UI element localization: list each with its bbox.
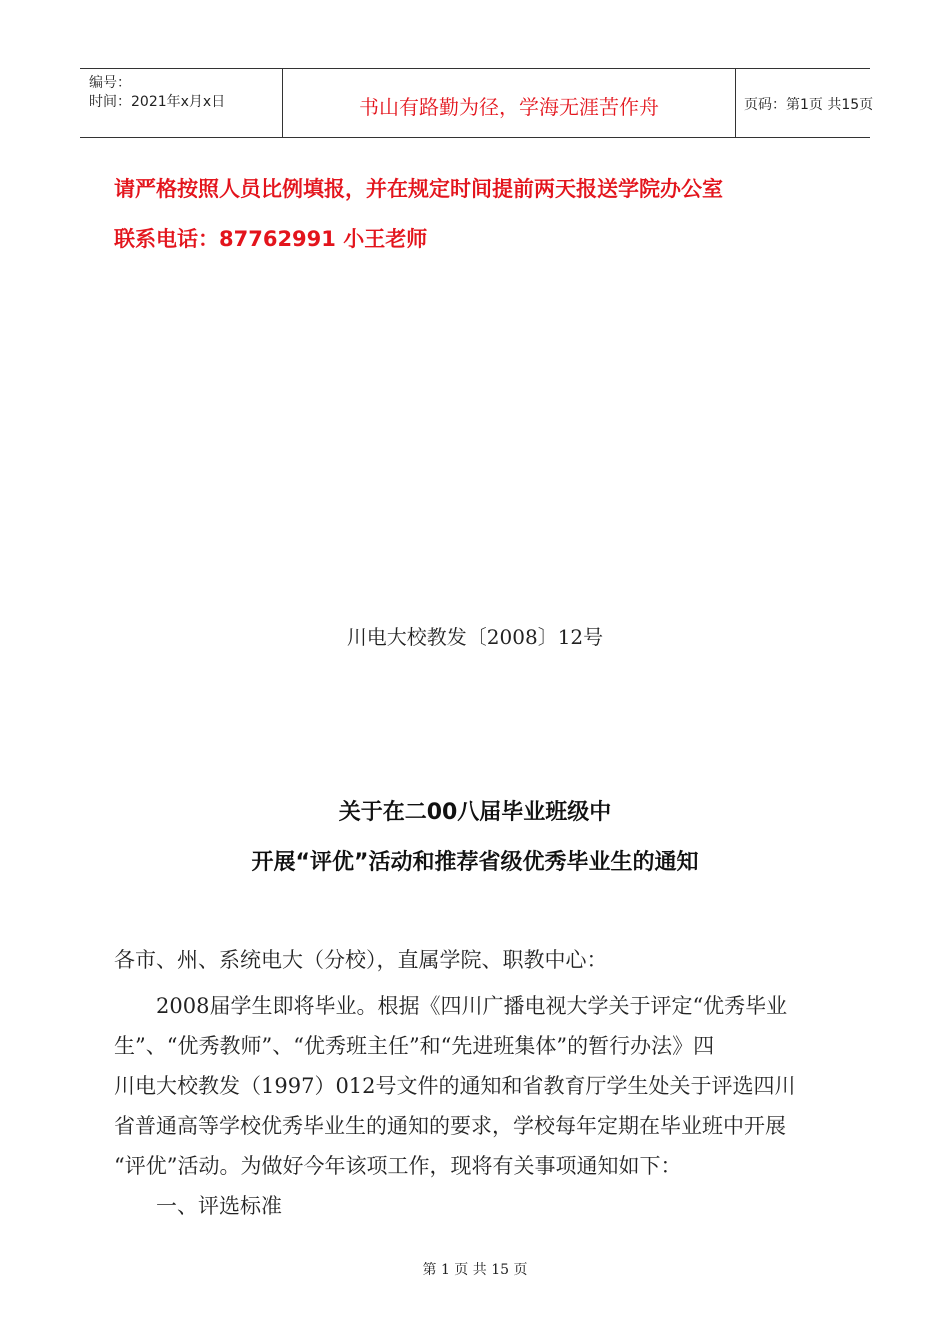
paragraph-line: “评优”活动。为做好今年该项工作，现将有关事项通知如下：: [114, 1154, 682, 1178]
notice-line-1: 请严格按照人员比例填报，并在规定时间提前两天报送学院办公室: [114, 177, 723, 201]
header-meta-cell: [80, 69, 283, 137]
header-page-cell: [736, 69, 874, 137]
paragraph-line: 省普通高等学校优秀毕业生的通知的要求，学校每年定期在毕业班中开展: [114, 1114, 786, 1138]
document-title-line-2: 开展“评优”活动和推荐省级优秀毕业生的通知: [251, 850, 699, 875]
doc-number-label: 编号：: [89, 75, 131, 91]
salutation: 各市、州、系统电大（分校），直属学院、职教中心：: [114, 948, 608, 972]
page-info: 页码：第1页 共15页: [744, 97, 874, 113]
section-heading: 一、评选标准: [156, 1194, 282, 1218]
header-motto-cell: [283, 69, 736, 137]
header-table: [80, 68, 874, 138]
paragraph-line: 川电大校教发（1997）012号文件的通知和省教育厅学生处关于评选四川: [114, 1074, 796, 1098]
paragraph-line: 生”、“优秀教师”、“优秀班主任”和“先进班集体”的暂行办法》四: [114, 1034, 715, 1058]
paragraph-line: 2008届学生即将毕业。根据《四川广播电视大学关于评定“优秀毕业: [156, 994, 788, 1018]
notice-contact-line: 联系电话：87762991 小王老师: [114, 227, 428, 251]
date-label: 时间：2021年x月x日: [89, 94, 226, 110]
document-number: 川电大校教发〔2008〕12号: [346, 625, 604, 649]
page-footer: 第 1 页 共 15 页: [422, 1262, 528, 1278]
document-title-line-1: 关于在二00八届毕业班级中: [338, 800, 612, 825]
motto: 书山有路勤为径，学海无涯苦作舟: [359, 95, 659, 119]
